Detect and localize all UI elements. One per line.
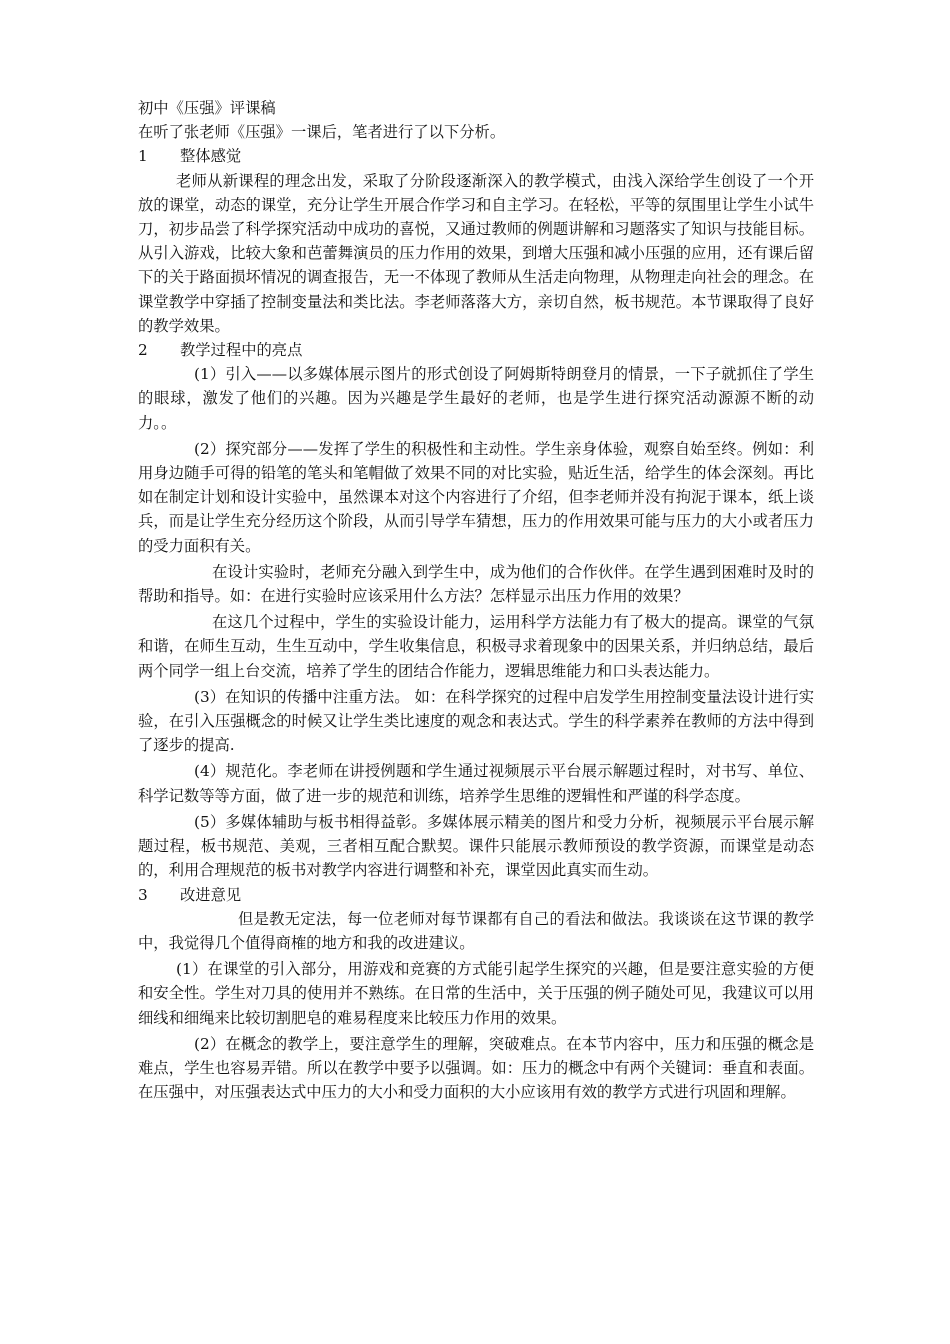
paragraph: (2）探究部分——发挥了学生的积极性和主动性。学生亲身体验，观察自始至终。例如：利用身边随手可得的铅笔的笔头和笔帽做了效果不同的对比实验，贴近生活，给学生的体会深刻。再比如在制定计划和设计实验中，虽然课本对这个内容进行了介绍，但李老师并没有拘泥于课本，纸上谈兵，而是让学生充分经历这个阶段，从而引导学车猜想，压力的作用效果可能与压力的大小或者压力的受力面积有关。 xyxy=(138,439,814,555)
section-heading-1 xyxy=(138,144,814,168)
section-title: 教学过程中的亮点 xyxy=(180,341,303,360)
section-title: 改进意见 xyxy=(180,885,242,904)
paragraph: (1）引入——以多媒体展示图片的形式创设了阿姆斯特朗登月的情景，一下子就抓住了学生的眼球，激发了他们的兴趣。因为兴趣是学生最好的老师，也是学生进行探究活动源源不断的动力。。 xyxy=(138,365,814,432)
paragraph: (4）规范化。李老师在讲授例题和学生通过视频展示平台展示解题过程时，对书写、单位、科学记数等等方面，做了进一步的规范和训练，培养学生思维的逻辑性和严谨的科学态度。 xyxy=(138,762,814,805)
document-intro: 在听了张老师《压强》一课后，笔者进行了以下分析。 xyxy=(138,123,506,142)
document-page xyxy=(138,96,814,1104)
paragraph: (3）在知识的传播中注重方法。 如：在科学探究的过程中启发学生用控制变量法设计进行实验，在引入压强概念的时候又让学生类比速度的观念和表达式。学生的科学素养在教师的方法中得到了逐步的提高. xyxy=(138,687,814,755)
paragraph: 在设计实验时，老师充分融入到学生中，成为他们的合作伙伴。在学生遇到困难时及时的帮助和指导。如：在进行实验时应该采用什么方法？怎样显示出压力作用的效果？ xyxy=(138,562,814,606)
paragraph: (2）在概念的教学上，要注意学生的理解，突破难点。在本节内容中，压力和压强的概念是难点，学生也容易弄错。所以在教学中要予以强调。如：压力的概念中有两个关键词：垂直和表面。在压强中，对压强表达式中压力的大小和受力面积的大小应该用有效的教学方式进行巩固和理解。 xyxy=(138,1034,814,1102)
paragraph: 老师从新课程的理念出发，采取了分阶段逐渐深入的教学模式，由浅入深给学生创设了一个开放的课堂，动态的课堂，充分让学生开展合作学习和自主学习。在轻松，平等的氛围里让学生小试牛刀，初步品尝了科学探究活动中成功的喜悦，又通过教师的例题讲解和习题落实了知识与技能目标。从引入游戏，比较大象和芭蕾舞演员的压力作用的效果，到增大压强和减小压强的应用，还有课后留下的关于路面损坏情况的调查报告，无一不体现了教师从生活走向物理，从物理走向社会的理念。在课堂教学中穿插了控制变量法和类比法。李老师落落大方，亲切自然，板书规范。本节课取得了良好的教学效果。 xyxy=(138,171,814,335)
section-title: 整体感觉 xyxy=(180,147,242,166)
paragraph: (5）多媒体辅助与板书相得益彰。多媒体展示精美的图片和受力分析，视频展示平台展示解题过程，板书规范、美观，三者相互配合默契。课件只能展示教师预设的教学资源，而课堂是动态的，利用合理规范的板书对教学内容进行调整和补充，课堂因此真实而生动。 xyxy=(138,812,814,880)
section-heading-3 xyxy=(138,883,814,907)
section-number: 1 xyxy=(138,147,148,166)
paragraph: 在这几个过程中，学生的实验设计能力，运用科学方法能力有了极大的提高。课堂的气氛和谐，在师生互动，生生互动中，学生收集信息，积极寻求着现象中的因果关系，并归纳总结，最后两个同学一组上台交流，培养了学生的团结合作能力，逻辑思维能力和口头表达能力。 xyxy=(138,613,814,680)
section-number: 2 xyxy=(138,341,148,360)
paragraph: 但是教无定法，每一位老师对每节课都有自己的看法和做法。我谈谈在这节课的教学中，我觉得几个值得商榷的地方和我的改进建议。 xyxy=(138,909,814,952)
section-heading-2 xyxy=(138,338,814,362)
document-title: 初中《压强》评课稿 xyxy=(138,99,276,117)
paragraph: (1）在课堂的引入部分，用游戏和竞赛的方式能引起学生探究的兴趣，但是要注意实验的方便和安全性。学生对刀具的使用并不熟练。在日常的生活中，关于压强的例子随处可见，我建议可以用细线和细绳来比较切割肥皂的难易程度来比较压力作用的效果。 xyxy=(138,960,814,1027)
section-number: 3 xyxy=(138,885,148,904)
